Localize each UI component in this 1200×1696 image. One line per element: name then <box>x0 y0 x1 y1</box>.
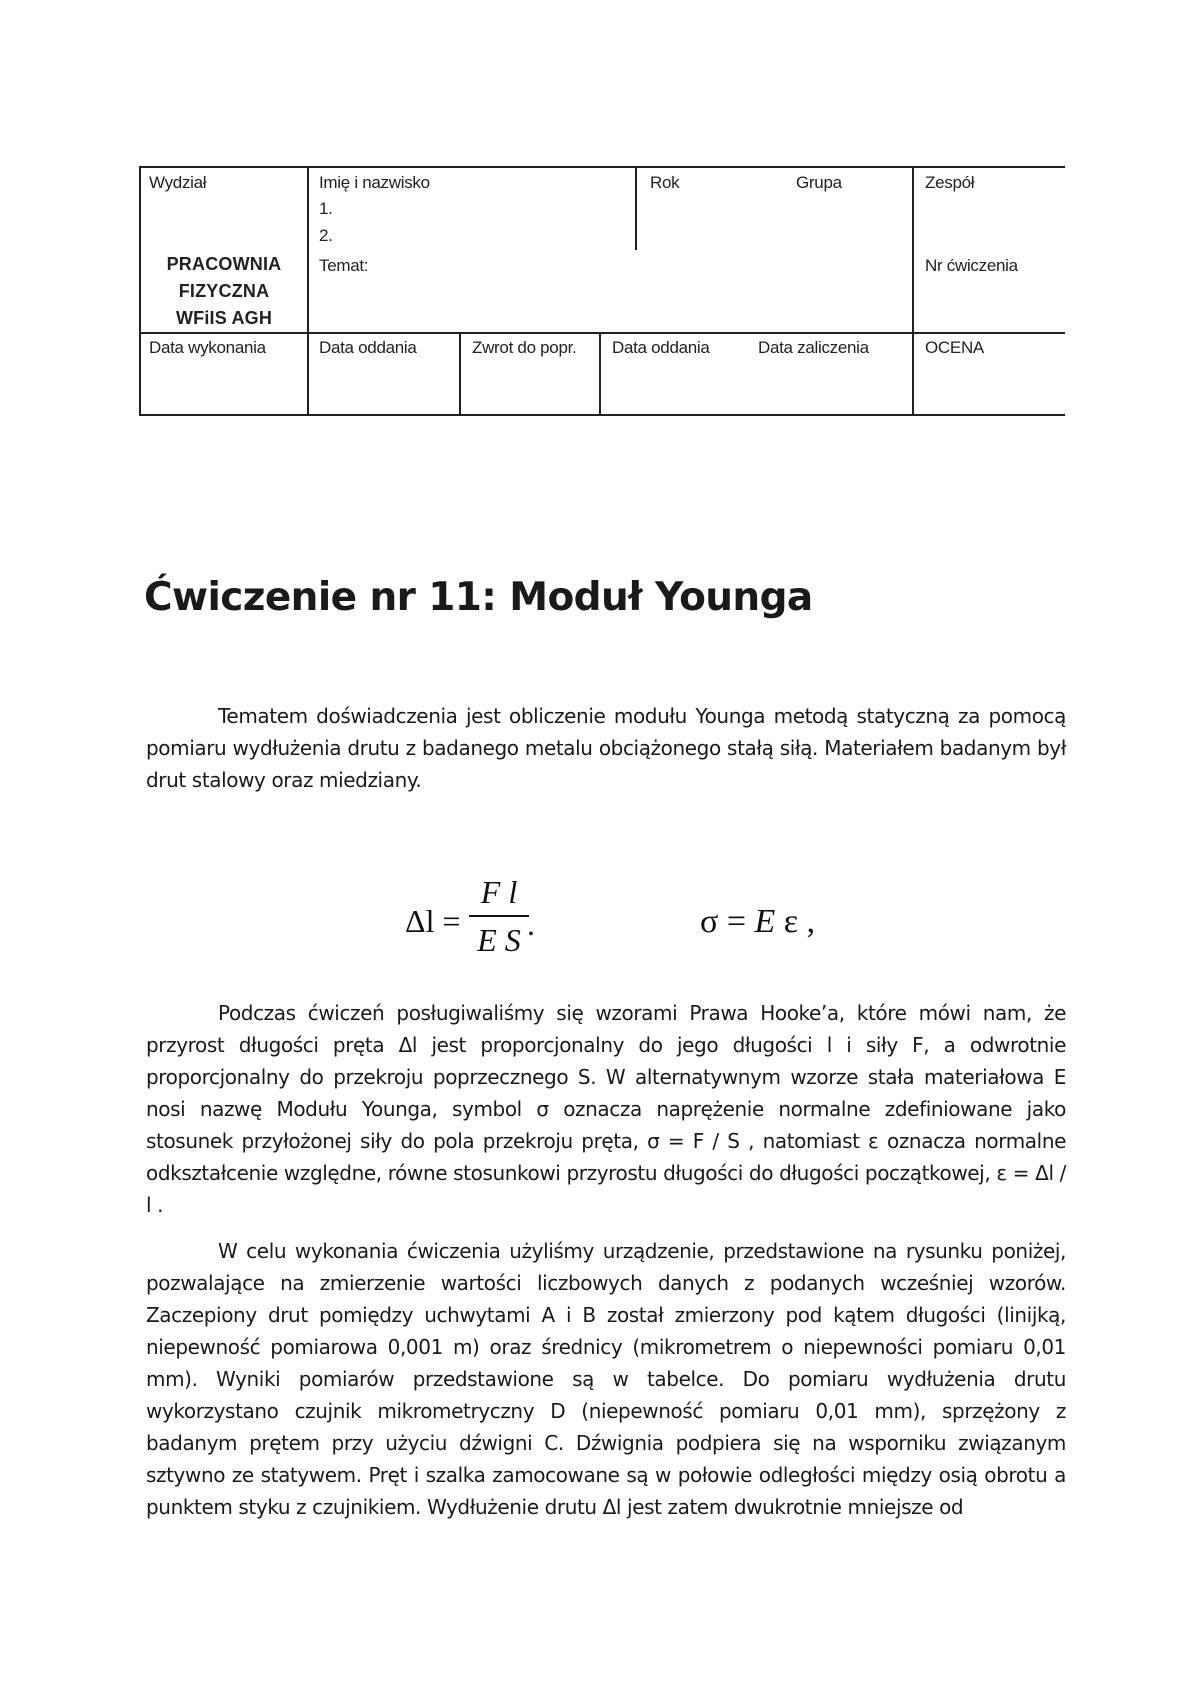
table-col-divider-bottom-3 <box>599 332 601 416</box>
table-col-divider-1 <box>307 166 309 416</box>
page-title: Ćwiczenie nr 11: Moduł Younga <box>144 575 813 620</box>
stress-strain-formula <box>700 903 815 941</box>
formula-trail: . <box>527 906 535 942</box>
name-label: Imię i nazwisko <box>319 173 430 192</box>
lab-name-line1: PRACOWNIA <box>166 254 282 274</box>
date-resubmitted-label: Data oddania <box>612 338 710 357</box>
group-label: Grupa <box>796 173 842 192</box>
intro-paragraph: Tematem doświadczenia jest obliczenie modułu Younga metodą statyczną za pomocą pomiaru wydłużenia drutu z badanego metalu obciążonego stałą siłą. Materiałem badanym był drut stalowy oraz miedziany. <box>146 704 1066 792</box>
topic-label: Temat: <box>319 256 369 275</box>
formula-numerator: F l <box>480 874 518 910</box>
apparatus-paragraph: W celu wykonania ćwiczenia użyliśmy urządzenie, przedstawione na rysunku poniżej, pozwalające na zmierzenie wartości liczbowych danych z podanych wcześniej wzorów. Zaczepiony drut pomiędzy uchwytami A i B został zmierzony pod kątem długości (linijką, niepewność pomiarowa 0,001 m) oraz średnicy (mikrometrem o niepewności pomiaru 0,01 mm). Wyniki pomiarów przedstawione są w tabelce. Do pomiaru wydłużenia drutu wykorzystano czujnik mikrometryczny D (niepewność pomiaru 0,01 mm), sprzężony z badanym prętem przy użyciu dźwigni C. Dźwignia podpiera się na wsporniku związanym sztywno ze statywem. Pręt i szalka zamocowane są w połowie odległości między osią obrotu a punktem styku z czujnikiem. Wydłużenie drutu Δl jest zatem dwukrotnie mniejsze od <box>146 1239 1066 1519</box>
hooke-law-paragraph: Podczas ćwiczeń posługiwaliśmy się wzorami Prawa Hooke’a, które mówi nam, że przyrost długości pręta Δl jest proporcjonalny do jego długości l i siły F, a odwrotnie proporcjonalny do przekroju poprzecznego S. W alternatywnym wzorze stała materiałowa E nosi nazwę Modułu Younga, symbol σ oznacza naprężenie normalne zdefiniowane jako stosunek przyłożonej siły do pola przekroju pręta, σ = F / S , natomiast ε oznacza normalne odkształcenie względne, równe stosunkowi przyrostu długości do długości początkowej, ε = Δl / l . <box>146 1001 1066 1217</box>
formulas <box>395 870 855 970</box>
lab-name <box>141 251 307 332</box>
table-border-bottom <box>139 414 1065 416</box>
year-label: Rok <box>650 173 680 192</box>
name-entry-1: 1. <box>319 199 333 218</box>
young-modulus-symbol: E <box>754 903 776 940</box>
table-col-divider-3 <box>912 166 914 416</box>
table-col-divider-bottom-2 <box>459 332 461 416</box>
lab-name-line3: WFiIS AGH <box>175 308 273 328</box>
faculty-label: Wydział <box>149 173 207 192</box>
exercise-number-label: Nr ćwiczenia <box>925 256 1018 275</box>
epsilon-symbol: ε , <box>775 903 816 940</box>
date-done-label: Data wykonania <box>149 338 266 357</box>
date-credit-label: Data zaliczenia <box>758 338 869 357</box>
fraction-bar <box>469 915 529 917</box>
lab-form-header <box>139 166 1065 416</box>
table-border-top <box>139 166 1065 168</box>
hooke-law-formula <box>395 870 545 970</box>
lab-name-line2: FIZYCZNA <box>178 281 270 301</box>
formula-denominator: E S <box>477 922 521 958</box>
sigma-symbol: σ <box>700 903 719 940</box>
formula-lhs: Δl = <box>405 903 461 939</box>
equals-sign: = <box>718 903 755 940</box>
table-divider-middle <box>139 332 1065 334</box>
formula-fraction <box>469 872 529 960</box>
return-label: Zwrot do popr. <box>472 338 577 357</box>
team-label: Zespół <box>925 173 975 192</box>
date-submitted-label: Data oddania <box>319 338 417 357</box>
name-entry-2: 2. <box>319 226 333 245</box>
grade-label: OCENA <box>925 338 984 357</box>
table-col-divider-top-2 <box>635 166 637 250</box>
